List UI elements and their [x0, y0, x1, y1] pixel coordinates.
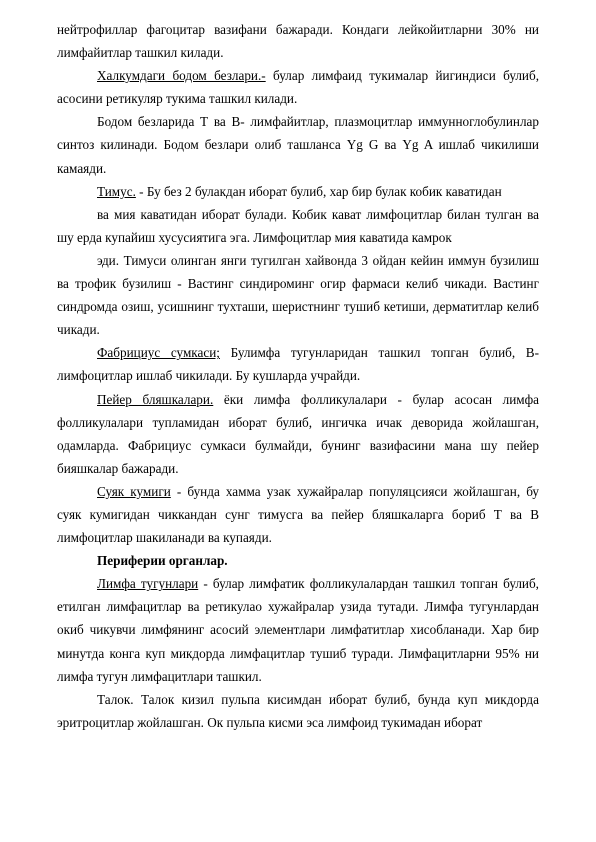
paragraph-1-text: нейтрофиллар фагоцитар вазифани бажаради. Кондаги лейкойитларни 30% ни лимфайитлар ташкил килади. — [57, 22, 539, 61]
paragraph-tonsils-2 — [57, 110, 539, 179]
section-heading — [57, 549, 539, 572]
paragraph-thymus-2 — [57, 203, 539, 249]
paragraph-peyer — [57, 388, 539, 480]
paragraph-1 — [57, 18, 539, 64]
paragraph-tonsils-text: булар лимфаид тукималар йигиндиси булиб, асосини ретикуляр тукима ташкил килади. — [57, 68, 539, 107]
document-page — [57, 18, 539, 734]
section-heading-text: Периферии органлар. — [97, 553, 228, 569]
paragraph-thymus — [57, 180, 539, 203]
term-tonsils: Халкумдаги бодом безлари.- — [97, 68, 266, 84]
paragraph-lymph-nodes-text: - булар лимфатик фолликулалардан ташкил топган булиб, етилган лимфацитлар ва ретикулао хужайралар узида тутади. Лимфа тугунлардан окиб чикувчи лимфянинг асосий элементлари лимфатитлар хисобланади. Хар бир минутда конга куп микдорда лимфацитлар тушиб туради. Лимфацитларни 95% ни лимфа тугун лимфацитлари ташкил. — [57, 576, 539, 684]
paragraph-thymus-3 — [57, 249, 539, 341]
term-marrow: Суяк кумиги — [97, 483, 171, 499]
paragraph-spleen — [57, 688, 539, 734]
term-lymph-nodes: Лимфа тугунлари — [97, 576, 199, 592]
term-thymus: Тимус. — [97, 183, 136, 199]
term-peyer: Пейер бляшкалари. — [97, 391, 214, 407]
paragraph-thymus-3-text: эди. Тимуси олинган янги тугилган хайвонда 3 ойдан кейин иммун бузилиш ва трофик бузилиш - Вастинг синдироминг огир фармаси келиб чикади. Вастинг синдромда озиш, усишнинг тухташи, шеристнинг тушиб кетиши, дерматитлар келиб чикади. — [57, 252, 539, 338]
paragraph-tonsils-2-text: Бодом безларида Т ва В- лимфайитлар, плазмоцитлар иммунноглобулинлар синтоз килинади. Бодом безлари олиб ташланса Yg G ва Yg A ишлаб чикилиши камаяди. — [57, 114, 539, 176]
paragraph-tonsils — [57, 64, 539, 110]
paragraph-thymus-text: - Бу без 2 булакдан иборат булиб, хар бир булак кобик каватидан — [135, 183, 502, 199]
paragraph-thymus-2-text: ва мия каватидан иборат булади. Кобик кават лимфоцитлар билан тулган ва шу ерда купайиш хусусиятига эга. Лимфоцитлар мия каватида камрок — [57, 206, 539, 245]
paragraph-fabricius-text: Булимфа тугунларидан ташкил топган булиб, В-лимфоцитлар ишлаб чикилади. Бу кушларда учрайди. — [57, 345, 539, 384]
paragraph-marrow-text: - бунда хамма узак хужайралар популяцсияси жойлашган, бу суяк кумигидан чиккандан сунг тимусга ва пейер бляшкаларга бориб Т ва В лимфоцитлар шакиланади ва купаяди. — [57, 483, 539, 546]
paragraph-fabricius — [57, 341, 539, 387]
paragraph-marrow — [57, 480, 539, 549]
paragraph-lymph-nodes — [57, 572, 539, 687]
term-fabricius: Фабрициус сумкаси; — [97, 345, 220, 361]
paragraph-spleen-text: Талок. Талок кизил пульпа кисимдан иборат булиб, бунда куп микдорда эритроцитлар жойлашган. Ок пульпа кисми эса лимфоид тукимадан иборат — [57, 691, 539, 730]
paragraph-peyer-text: ёки лимфа фолликулалари - булар асосан лимфа фолликулалари тупламидан иборат булиб, ингичка ичак деворида жойлашган, одамларда. Фабрициус сумкаси булмайди, бунинг вазифасини мана шу пейер бияшкалар бажаради. — [57, 391, 540, 476]
